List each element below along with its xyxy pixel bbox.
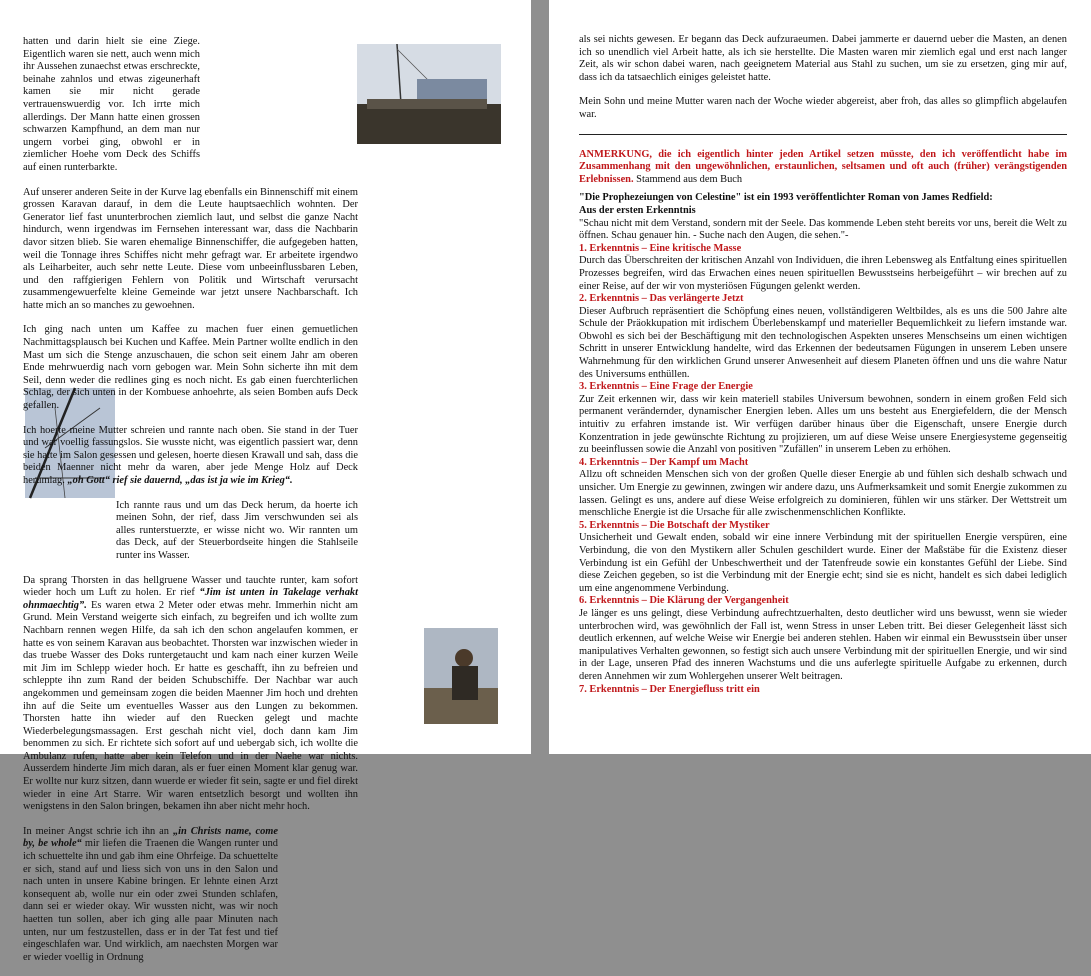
insight-3-title: 3. Erkenntnis – Eine Frage der Energie: [579, 381, 753, 393]
insight-4-title: 4. Erkenntnis – Der Kampf um Macht: [579, 456, 749, 468]
left-paragraph-4-text: Ich hoerte meine Mutter schreien und rannte nach oben. Sie stand in der Tuer und war voellig fassungslos. Sie wusste nicht, was eigentlich passiert war, denn sie hatte im Salon gesessen und gelesen, hoerte diesen Krawall und sah, dass die beiden Maenner nicht mehr da waren, aber jede Menge Holz auf Deck herumlag.: [23, 424, 358, 486]
insight-5-title: 5. Erkenntnis – Die Botschaft der Mystiker: [579, 519, 770, 531]
left-page: [0, 0, 531, 963]
left-text-column: [23, 36, 358, 976]
horizontal-rule: [579, 134, 1067, 135]
book-subtitle: Aus der ersten Erkenntnis: [579, 204, 696, 216]
left-paragraph-5: Ich rannte raus und um das Deck herum, da hoerte ich meinen Sohn, der rief, dass Jim verschwunden sei als alles runterstuerzte, er wisse nicht wo. Wir rannten um das Deck, auf der Steuerbordseite hingen die Stahlseile runter ins Wasser.: [116, 499, 358, 561]
insight-3-text: Zur Zeit erkennen wir, dass wir kein materiell stabiles Universum bewohnen, sondern in einem großen Feld sich permanent verändernder, dynamischer Energien leben. Alles um uns besteht aus Energiefeldern, die der Mensch intuitiv zu erfahren imstande ist. Wir verfügen darüber hinaus über die Eigenschaft, unsere Energie durch Konzentration in jede gewünschte Richtung zu projizieren, um auf diese Weise unsere Energiesysteme gegenseitig zu beeinflussen sowie die Anzahl von positiven "Zufällen" in unserem Leben zu erhöhen.: [579, 393, 1067, 456]
note-red-text: ANMERKUNG, die ich eigentlich hinter jeden Artikel setzen müsste, den ich veröffentlicht habe im Zusammenhang mit den ungewöhnlichen, erstaunlichen, seltsamen und oft auch (früher) verängstigenden Erlebnissen.: [579, 148, 1067, 185]
insight-5-text: Unsicherheit und Gewalt enden, sobald wir eine innere Verbindung mit der spirituellen Energie verspüren, eine Verbindung, die von den Mystikern aller Schulen geschildert wurde. Einer der Maßstäbe für die Existenz dieser Verbindung ist ein Gefühl der Unbeschwertheit und der Tatenfreude sowie ein konstantes Gefühl der Liebe. Sind diese Zeichen gegeben, so ist die Verbindung mit der Energie echt; sind sie es nicht, handelt es sich dabei lediglich um eine angenommene Verbindung.: [579, 532, 1067, 594]
left-paragraph-7-text-a: In meiner Angst schrie ich ihn an: [23, 825, 169, 837]
right-paragraph-1: als sei nichts gewesen. Er begann das Deck aufzuraeumen. Dabei jammerte er dauernd ueber die Masten, an denen ich so unendlich viel Arbeit hatte, als ich sie herstellte. Die Masten waren mir ziemlich egal und erst nach langer Zeit, als wir schon dabei waren, nach geeignetem Material aus Stahl zu suchen, um sie zu ersetzen, ging mir auf, dass ich da tatsaechlich einiges geleistet hatte.: [579, 34, 1067, 83]
note-paragraph: [579, 149, 1067, 187]
insight-6-title: 6. Erkenntnis – Die Klärung der Vergangenheit: [579, 595, 789, 607]
left-paragraph-7-quote: „in Christs name, come by, be whole“: [23, 825, 278, 850]
left-paragraph-6: [23, 575, 358, 814]
book-quote: "Schau nicht mit dem Verstand, sondern mit der Seele. Das kommende Leben steht bereits vor uns, bereit die Welt zu öffnen. Schau genauer hin. - Suche nach den Augen, die sehen."-: [579, 217, 1067, 242]
left-paragraph-2: Auf unserer anderen Seite in der Kurve lag ebenfalls ein Binnenschiff mit einem grossen Karavan darauf, in dem die Leute hauptsaechlich wohnten. Der Generator lief fast ununterbrochen ziemlich laut, und selbst die ganze Nacht hindurch, wenn irgendwas im Fernsehen interessant war, dass die Nachbarin davor sitzen blieb. Sie waren ehemalige Binnenschiffer, die aufgegeben hatten, weil die Tonnage ihres Schiffes nicht mehr gefragt war. Er arbeitete irgendwo als Leiharbeiter, auch sehr nette Leute. Diese vom unbeeinflussbaren Leben, und den raffgierigen Fehlern von Politik und Wirtschaft verursacht zusammengewuerfelte kleine Gemeinde war jetzt unsere Nachbarschaft. Ich hatte mich an so manches zu gewoehnen.: [23, 186, 358, 311]
ship-photo: [357, 44, 501, 144]
left-paragraph-7: [23, 826, 278, 965]
man-on-deck-photo: [424, 628, 498, 724]
left-paragraph-7-text-b: mir liefen die Traenen die Wangen runter und ich schuettelte ihn und gab ihm eine Ohrfeige. Da schuettelte er sich, stand auf und liess sich von uns in den Salon und nach unten in unsere Kabine bringen. Er lehnte einen Arzt konsequent ab, wolle nur ein oder zwei Stunden schlafen, dann sei er wieder okay. Wir wussten nicht, was wir noch haetten tun sollen, aber ich ging alle paar Minuten nach unten, nur um festzustellen, dass er in der Tat fest und tief eingeschlafen war. Und wirklich, am naechsten Morgen war er wieder voellig in Ordnung: [23, 838, 278, 963]
right-paragraph-2: Mein Sohn und meine Mutter waren nach der Woche wieder abgereist, aber froh, das alles so glimpflich abgelaufen war.: [579, 96, 1067, 120]
insight-2-title: 2. Erkenntnis – Das verlängerte Jetzt: [579, 293, 744, 305]
left-paragraph-4: [23, 425, 358, 488]
insight-1-text: Durch das Überschreiten der kritischen Anzahl von Individuen, die ihren Lebensweg als Entfaltung eines spirituellen Prozesses begreifen, wird das Erwachen eines neuen spirituellen Bewusstseins herbeigeführt – wir brechen auf zu einer Reise, auf der wir von mysteriösen Fügungen gelenkt werden.: [579, 255, 1067, 292]
book-title: "Die Prophezeiungen von Celestine" ist ein 1993 veröffentlichter Roman von James Redfield:: [579, 192, 993, 204]
insight-7-title: 7. Erkenntnis – Der Energiefluss tritt ein: [579, 683, 760, 695]
insight-2-text: Dieser Aufbruch repräsentiert die Schöpfung eines neuen, vollständigeren Weltbildes, als es uns die 500 Jahre alte Schule der Präokkupation mit irdischem Überlebenskampf und materieller Bequemlichkeit zu liefern imstande war. Obwohl es sich bei der Beschäftigung mit den technologischen Aspekten unseres Menschseins um einen wichtigen Schritt in unserer Entwicklung handelte, wird das Erkennen der bedeutsamen Fügungen in unserem Leben unsere Wahrnehmung für den wirklichen Grund unserer Anwesenheit auf diesem Planeten öffnen und uns die wahre Natur des Universums enthüllen.: [579, 305, 1067, 380]
man-image: [424, 628, 498, 724]
left-paragraph-3: Ich ging nach unten um Kaffee zu machen fuer einen gemuetlichen Nachmittagsplausch bei Kuchen und Kaffee. Mein Partner wollte endlich in den Mast um sich die Stenge anzuschauen, die schon seit einem Jahr am oberen Ende mehrwuerdig nach vorn gebogen war. Mein Sohn sicherte ihn mit dem Seil, denn weder die redlines ging es noch nicht. Es gab einen fuerchterlichen Schlag, der sich unten in der Kombuese anhoehrte, als seien Bomben aufs Deck gefallen.: [23, 324, 358, 412]
left-paragraph-6-quote: “Jim ist unten in Takelage verhakt ohnmaechtig”.: [23, 587, 358, 611]
ship-image: [357, 44, 501, 144]
insight-6-text: Je länger es uns gelingt, diese Verbindung aufrechtzuerhalten, desto deutlicher wird uns bewusst, wenn sie wieder unterbrochen wird, was gewöhnlich der Fall ist, wenn Stress in unser Leben tritt. Bei dieser Gelegenheit lässt sich deutlich erkennen, auf welche Weise wir Energie bei anderen stehlen. Haben wir einmal ein Bewusstsein über unser manipulatives Verhalten gewonnen, so festigt sich auch unsere Verbindung mit der spirituellen Energie, und wir sind in der Lage, unseren Pfad des inneren Wachstums und die uns auferlegte spirituelle Aufgabe zu erkennen, durch deren Annehmen wir zum Wohlergehen unserer Welt beitragen.: [579, 607, 1067, 682]
left-paragraph-1: hatten und darin hielt sie eine Ziege. Eigentlich waren sie nett, auch wenn mich ihr Aussehen zunaechst etwas erschreckte, beinahe zahnlos und etwas zigeunerhaft kamen sie mir nicht gerade vertrauenswuerdig vor. Ich irrte mich allerdings. Der Mann hatte einen grossen schwarzen Kampfhund, an dem man nur ungern vorbei ging, obwohl er in ziemlicher Hoehe vom Deck des Schiffs auf einen runterbarkte.: [23, 36, 200, 173]
insight-list: [579, 243, 1067, 696]
left-paragraph-4-quote: „oh Gott“ rief sie dauernd, „das ist ja wie im Krieg“.: [67, 475, 293, 486]
left-paragraph-6-text-b: Es waren etwa 2 Meter oder etwas mehr. Immerhin nicht am Grund. Mein Verstand weigerte sich einfach, zu begreifen und ich wollte zum Nachbarn rennen wegen Hilfe, da sah ich den schon angelaufen kommen, er hatte es von seinem Karavan aus beobachtet. Thorsten war inzwischen wieder in das truebe Wasser des Doks runtergetaucht und kam nach einer kurzen Weile mit Jim im Schlepp wieder hoch. Er hatte es geschafft, ihn zu befreien und schleppte ihn zum Rand der beiden Schubschiffe. Der Nachbar war auch angekommen und gemeinsam zogen die beiden Maenner Jim hoch und drehten ihn auf die Seite um eventuelles Wasser aus den Lungen zu bekommen. Thorsten hatte ihn wieder auf den Ruecken gelegt und machte Wiederbelegungsmassagen. Erst geschah nicht viel, doch dann kam Jim benommen zu sich. Er richtete sich sofort auf und uebergab sich, ich wollte die Ambulanz rufen, hatte aber kein Telefon und in der Naehe war nichts. Ausserdem hinderte Jim mich daran, als er fuer einen Moment klar genug war. Er wollte nur kurz sitzen, dann wuerde er wieder fit sein, sagte er und fiel direkt wieder in eine Art Starre. Wir waren entsetzlich besorgt und wollten ihn wenigstens in den Salon bringen, bekamen ihn aber nicht mehr hoch.: [23, 599, 358, 813]
left-paragraph-6-text-a: Da sprang Thorsten in das hellgruene Wasser und tauchte runter, kam sofort wieder hoch um Luft zu holen. Er rief: [23, 574, 358, 599]
right-page: [549, 0, 1091, 754]
insight-1-title: 1. Erkenntnis – Eine kritische Masse: [579, 242, 742, 254]
insight-4-text: Allzu oft schneiden Menschen sich von der großen Quelle dieser Energie ab und fühlen sich deshalb schwach und unsicher. Um Energie zu gewinnen, zwingen wir andere dazu, uns Aufmerksamkeit und somit Energie zukommen zu lassen. Gelingt es uns, andere auf diese Weise erfolgreich zu dominieren, fühlen wir uns stärker. Der Wettstreit um menschliche Energie ist die Ursache für alle zwischenmenschlichen Konflikte.: [579, 469, 1067, 519]
note-tail-text: Stammend aus dem Buch: [636, 173, 743, 185]
